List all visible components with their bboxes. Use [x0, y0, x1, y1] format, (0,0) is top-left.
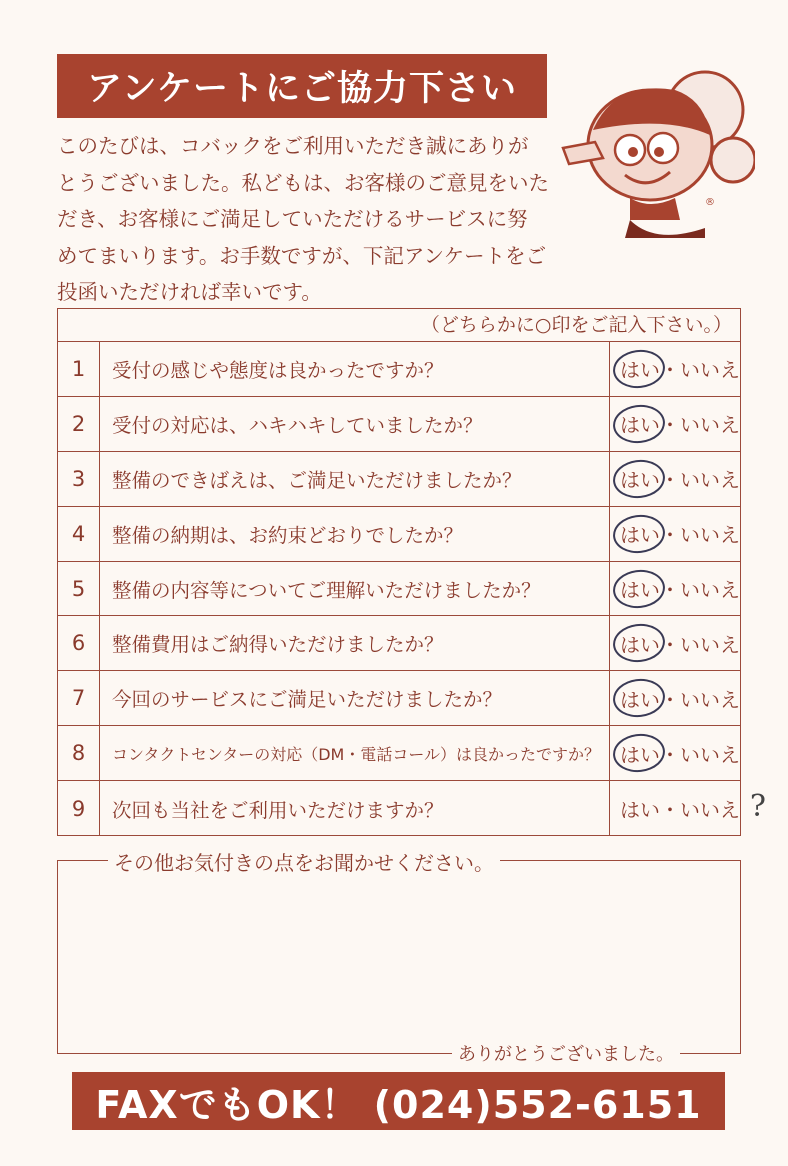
question-text: 整備費用はご納得いただけましたか？: [112, 633, 444, 657]
question-number: 1: [58, 342, 100, 396]
question-row: [58, 781, 766, 836]
question-row: [58, 726, 740, 781]
answer-choice[interactable]: [609, 342, 740, 396]
question-row: [58, 671, 740, 726]
answer-choice[interactable]: [609, 781, 740, 836]
question-number: 2: [58, 397, 100, 451]
mascot-illustration: [555, 60, 755, 245]
intro-line: だき、お客様にご満足していただけるサービスに努: [57, 207, 528, 231]
survey-instruction: （どちらかに○印をご記入下さい。）: [58, 309, 740, 342]
question-number: 9: [58, 781, 100, 836]
answer-choice[interactable]: [609, 452, 740, 506]
question-number: 5: [58, 562, 100, 616]
intro-line: とうございました。私どもは、お客様のご意見をいた: [57, 170, 549, 195]
thanks-text: ありがとうございました。: [452, 1040, 680, 1066]
question-text: 今回のサービスにご満足いただけましたか？: [112, 688, 503, 712]
answer-choice[interactable]: [609, 562, 740, 616]
question-row: [58, 397, 740, 452]
intro-text: [57, 128, 557, 311]
question-text: 受付の対応は、ハキハキしていましたか？: [112, 413, 483, 437]
answer-choice[interactable]: [609, 397, 740, 451]
question-row: [58, 616, 740, 671]
answer-label: はい・いいえ: [620, 798, 740, 823]
question-row: [58, 562, 740, 617]
question-number: 7: [58, 671, 100, 725]
handwritten-question-mark: ?: [749, 789, 766, 825]
answer-label: はい・いいえ: [620, 468, 740, 493]
answer-label: はい・いいえ: [620, 523, 740, 548]
answer-label: はい・いいえ: [620, 687, 740, 712]
survey-title: アンケートにご協力下さい: [57, 54, 547, 118]
survey-table: [57, 308, 766, 836]
question-text: コンタクトセンターの対応（DM・電話コール）は良かったですか？: [112, 744, 601, 764]
registered-mark: ®: [705, 197, 715, 208]
comment-area[interactable]: [57, 851, 741, 1065]
question-row: [58, 507, 740, 562]
answer-label: はい・いいえ: [620, 358, 740, 383]
question-text: 整備の納期は、お約束どおりでしたか？: [112, 523, 464, 547]
intro-line: 投函いただければ幸いです。: [57, 280, 322, 304]
question-number: 4: [58, 507, 100, 561]
fax-banner: FAXでもOK！ (024)552-6151: [72, 1072, 725, 1130]
answer-choice[interactable]: [609, 616, 740, 670]
comment-title: その他お気付きの点をお聞かせください。: [108, 847, 500, 876]
answer-choice[interactable]: [609, 726, 740, 780]
question-text: 整備の内容等についてご理解いただけましたか？: [112, 578, 541, 602]
answer-label: はい・いいえ: [620, 742, 740, 767]
question-row: [58, 342, 740, 397]
answer-choice[interactable]: [609, 671, 740, 725]
intro-line: このたびは、コバックをご利用いただき誠にありが: [57, 134, 529, 158]
question-row: [58, 452, 740, 507]
question-number: 6: [58, 616, 100, 670]
question-number: 8: [58, 726, 100, 780]
question-text: 次回も当社をご利用いただけますか？: [112, 798, 444, 822]
question-text: 整備のできばえは、ご満足いただけましたか？: [112, 468, 522, 492]
question-text: 受付の感じや態度は良かったですか？: [112, 358, 444, 382]
answer-label: はい・いいえ: [620, 578, 740, 602]
answer-label: はい・いいえ: [620, 413, 740, 438]
intro-line: めてまいります。お手数ですが、下記アンケートをご: [57, 243, 547, 268]
answer-label: はい・いいえ: [620, 632, 740, 657]
question-number: 3: [58, 452, 100, 506]
answer-choice[interactable]: [609, 507, 740, 561]
